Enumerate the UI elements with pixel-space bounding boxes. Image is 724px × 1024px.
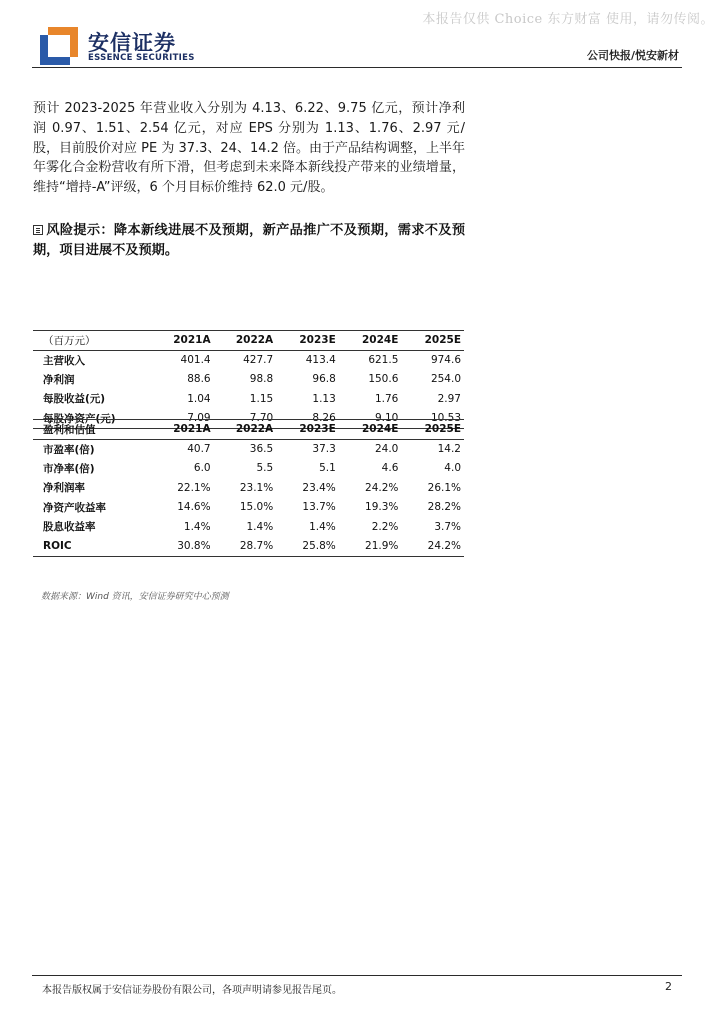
table-cell: 13.7% [302, 501, 336, 514]
table-cell: 1.4% [246, 520, 274, 533]
footer-divider [32, 975, 682, 976]
risk-text: 降本新线进展不及预期，新产品推广不及预期，需求不及预期，项目进展不及预期。 [33, 223, 466, 258]
table-cell: 28.2% [427, 501, 461, 514]
table-cell: 1.4% [183, 520, 211, 533]
table-row [33, 439, 464, 459]
table-row [33, 537, 464, 557]
table-cell: 10.53 [430, 412, 461, 424]
table-cell: 1.4% [309, 520, 336, 533]
valuation-table [33, 419, 464, 557]
table-cell: 22.1% [177, 481, 211, 494]
row-label: 主营收入 [43, 354, 85, 367]
table-row [33, 517, 464, 537]
table-cell: 28.7% [239, 540, 274, 552]
table-row [33, 350, 464, 370]
logo-name-en: ESSENCE SECURITIES [88, 53, 195, 63]
row-label: 每股净资产(元) [43, 412, 116, 425]
table-cell: 26.1% [427, 481, 461, 494]
row-label: 净利润 [43, 373, 75, 386]
table-cell: 974.6 [430, 354, 461, 366]
table-row [33, 370, 464, 390]
table-row [33, 498, 464, 518]
table-cell: 621.5 [368, 354, 399, 366]
column-header: 2021A [173, 423, 211, 436]
table-cell: 21.9% [365, 540, 399, 552]
data-source-note: 数据来源：Wind 资讯，安信证券研究中心预测 [41, 592, 229, 602]
table-cell: 23.1% [239, 481, 274, 494]
table-cell: 14.6% [177, 501, 211, 514]
column-header: 2022A [235, 423, 274, 436]
risk-label: 风险提示： [46, 223, 114, 238]
table-cell: 30.8% [177, 540, 211, 552]
column-header: 2025E [424, 334, 461, 347]
table-header-row [33, 331, 464, 351]
watermark: 本报告仅供 Choice 东方财富 使用，请勿传阅。 [422, 12, 714, 27]
table-cell: 4.0 [444, 462, 461, 475]
column-header: 2023E [299, 334, 336, 347]
table-cell: 413.4 [305, 354, 336, 366]
column-header: 2024E [361, 423, 399, 436]
essence-logo-icon [40, 27, 78, 65]
table-cell: 254.0 [430, 373, 461, 386]
page-number: 2 [665, 980, 672, 993]
table-cell: 19.3% [365, 501, 399, 514]
table-cell: 15.0% [239, 501, 274, 514]
table-row [33, 459, 464, 479]
logo-name-cn: 安信证券 [88, 31, 176, 55]
table-header-row [33, 420, 464, 440]
table-cell: 24.2% [365, 481, 399, 494]
header-divider [32, 67, 682, 68]
table-cell: 150.6 [368, 373, 399, 386]
table-cell: 1.76 [374, 392, 399, 405]
table-cell: 36.5 [249, 443, 274, 455]
column-header: 2025E [424, 423, 461, 436]
table-cell: 2.2% [371, 520, 399, 533]
risk-warning [33, 221, 465, 260]
company-logo [40, 27, 220, 65]
table-cell: 1.15 [249, 392, 274, 405]
row-label: 市盈率(倍) [43, 443, 95, 456]
financial-summary-table [33, 330, 464, 429]
column-header: （百万元） [43, 334, 96, 347]
table-cell: 98.8 [249, 373, 274, 386]
copyright-disclaimer: 本报告版权属于安信证券股份有限公司，各项声明请参见报告尾页。 [42, 985, 342, 996]
column-header: 2023E [299, 423, 336, 436]
table-cell: 96.8 [312, 373, 336, 386]
row-label: 净利润率 [43, 482, 85, 495]
table-cell: 3.7% [434, 520, 461, 533]
list-icon [33, 225, 43, 235]
row-label: 股息收益率 [43, 521, 96, 534]
report-category: 公司快报/悦安新材 [586, 49, 679, 62]
table-cell: 23.4% [302, 481, 336, 494]
table-cell: 40.7 [187, 443, 211, 455]
table-cell: 24.0 [374, 443, 399, 455]
row-label: ROIC [43, 540, 72, 552]
table-cell: 2.97 [437, 392, 461, 405]
table-row [33, 389, 464, 409]
table-cell: 5.5 [256, 462, 274, 475]
table-cell: 24.2% [427, 540, 461, 552]
row-label: 每股收益(元) [43, 393, 106, 406]
table-cell: 4.6 [381, 462, 399, 475]
row-label: 净资产收益率 [43, 501, 106, 514]
table-cell: 5.1 [319, 462, 336, 475]
table-cell: 88.6 [187, 373, 211, 386]
column-header: 盈利和估值 [43, 423, 96, 436]
table-cell: 6.0 [193, 462, 211, 475]
table-cell: 8.26 [312, 412, 336, 424]
table-cell: 25.8% [302, 540, 336, 552]
table-row [33, 478, 464, 498]
column-header: 2021A [173, 334, 211, 347]
table-cell: 37.3 [312, 443, 336, 455]
row-label: 市净率(倍) [43, 462, 95, 475]
table-cell: 1.04 [187, 392, 211, 405]
table-cell: 7.70 [249, 412, 274, 424]
column-header: 2024E [361, 334, 399, 347]
forecast-summary: 预计 2023-2025 年营业收入分别为 4.13、6.22、9.75 亿元，预计净利润 0.97、1.51、2.54 亿元，对应 EPS 分别为 1.13、1.76、2.97 元/股，目前股价对应 PE 为 37.3、24、14.2 倍。由于产品结构调整，上半年年雾化合金粉营收有所下滑，但考虑到未来降本新线投产带来的业绩增量，维持“增持-A”评级，6 个月目标价维持 62.0 元/股。 [33, 101, 466, 196]
table-cell: 401.4 [180, 354, 211, 366]
table-cell: 427.7 [243, 354, 274, 366]
column-header: 2022A [235, 334, 274, 347]
table-cell: 7.09 [187, 412, 211, 424]
table-cell: 1.13 [312, 392, 336, 405]
table-cell: 14.2 [437, 443, 461, 455]
table-cell: 9.10 [374, 412, 399, 424]
